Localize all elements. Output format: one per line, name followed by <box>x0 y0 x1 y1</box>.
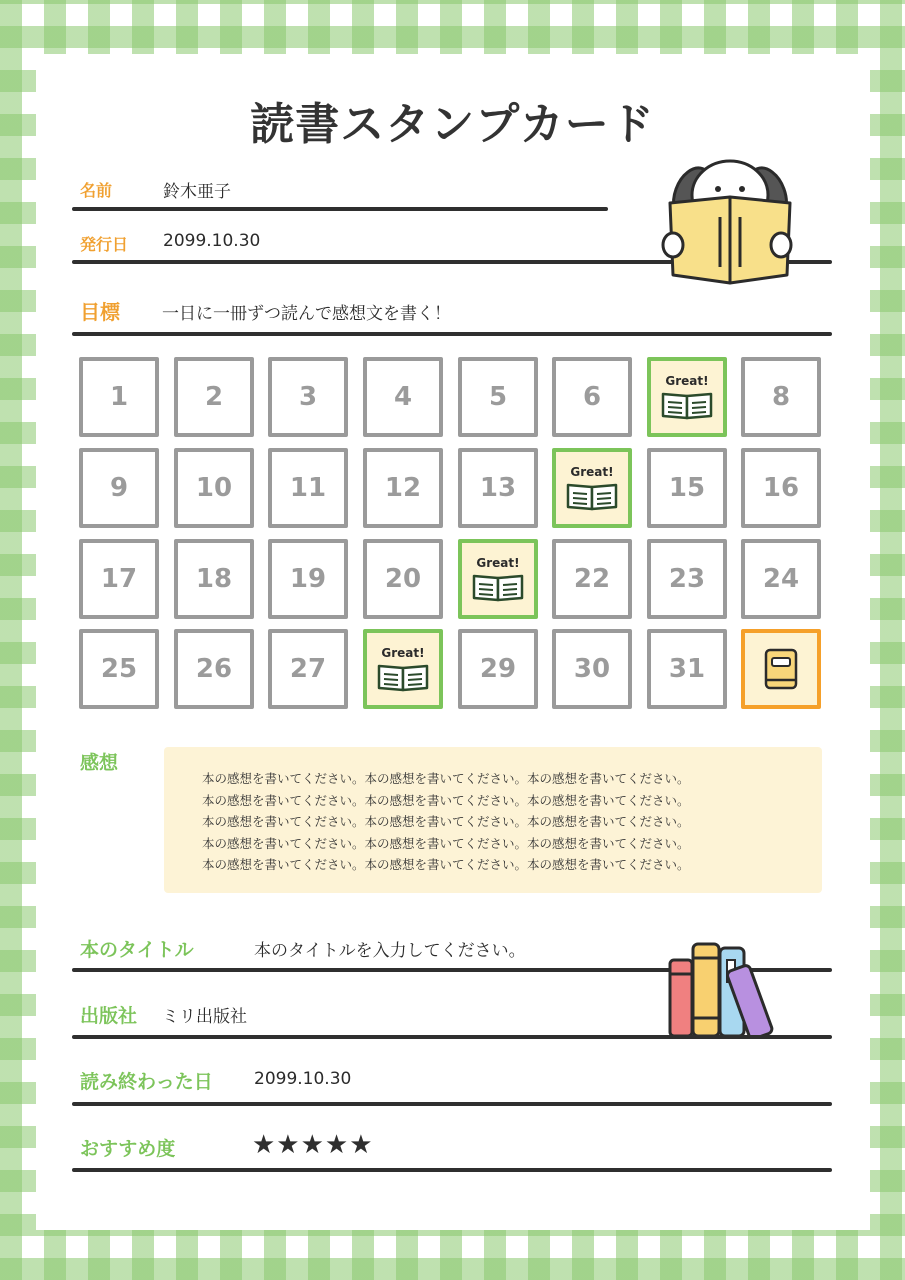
stamp-cell[interactable] <box>647 357 727 437</box>
day-number: 16 <box>762 473 800 503</box>
goal-label: 目標 <box>80 300 120 324</box>
day-number: 8 <box>771 382 791 412</box>
day-cell[interactable] <box>174 357 254 437</box>
day-cell[interactable] <box>647 539 727 619</box>
day-number: 4 <box>393 382 413 412</box>
impression-line: 本の感想を書いてください。本の感想を書いてください。本の感想を書いてください。 <box>202 857 690 873</box>
stamp-text: Great! <box>476 556 520 570</box>
open-book-icon <box>471 572 525 602</box>
day-cell[interactable] <box>552 357 632 437</box>
day-cell[interactable] <box>79 357 159 437</box>
dog-reading-icon <box>655 155 795 290</box>
impression-text <box>202 768 690 876</box>
day-number: 24 <box>762 564 800 594</box>
stamp-cell[interactable] <box>363 629 443 709</box>
issue-date-value[interactable]: 2099.10.30 <box>163 231 261 251</box>
day-number: 20 <box>384 564 422 594</box>
day-number: 1 <box>109 382 129 412</box>
day-cell[interactable] <box>363 357 443 437</box>
page-title: 読書スタンプカード <box>250 99 655 150</box>
day-number: 31 <box>668 654 706 684</box>
closed-book-icon <box>761 646 801 692</box>
day-number: 5 <box>488 382 508 412</box>
day-cell[interactable] <box>458 629 538 709</box>
day-cell[interactable] <box>458 448 538 528</box>
day-number: 23 <box>668 564 706 594</box>
impression-line: 本の感想を書いてください。本の感想を書いてください。本の感想を書いてください。 <box>202 771 690 786</box>
name-underline <box>72 207 608 211</box>
impression-line: 本の感想を書いてください。本の感想を書いてください。本の感想を書いてください。 <box>202 814 690 830</box>
day-number: 12 <box>384 473 422 503</box>
books-icon <box>664 938 804 1038</box>
day-number: 22 <box>573 564 611 594</box>
day-cell[interactable] <box>363 539 443 619</box>
day-cell[interactable] <box>552 629 632 709</box>
day-number: 17 <box>100 564 138 594</box>
day-cell[interactable] <box>174 539 254 619</box>
stamp-cell[interactable] <box>552 448 632 528</box>
name-label: 名前 <box>80 181 113 200</box>
open-book-icon <box>660 390 714 420</box>
book-title-value[interactable]: 本のタイトルを入力してください。 <box>254 941 526 961</box>
finished-date-value[interactable]: 2099.10.30 <box>254 1069 352 1089</box>
day-number: 29 <box>479 654 517 684</box>
goal-value[interactable]: 一日に一冊ずつ読んで感想文を書く！ <box>162 304 451 324</box>
day-number: 13 <box>479 473 517 503</box>
publisher-underline <box>72 1035 832 1039</box>
day-number: 6 <box>582 382 602 412</box>
day-cell[interactable] <box>268 629 348 709</box>
day-cell[interactable] <box>741 357 821 437</box>
finished-date-underline <box>72 1102 832 1106</box>
day-cell[interactable] <box>647 629 727 709</box>
day-number: 27 <box>289 654 327 684</box>
day-number: 25 <box>100 654 138 684</box>
day-cell[interactable] <box>174 629 254 709</box>
finished-date-label: 読み終わった日 <box>80 1071 213 1093</box>
day-number: 19 <box>289 564 327 594</box>
day-number: 3 <box>298 382 318 412</box>
day-cell[interactable] <box>79 539 159 619</box>
stamp-text: Great! <box>665 374 709 388</box>
day-cell[interactable] <box>79 448 159 528</box>
day-number: 11 <box>289 473 327 503</box>
day-cell[interactable] <box>174 448 254 528</box>
name-value[interactable]: 鈴木亜子 <box>163 182 231 202</box>
day-number: 15 <box>668 473 706 503</box>
recommendation-underline <box>72 1168 832 1172</box>
impression-line: 本の感想を書いてください。本の感想を書いてください。本の感想を書いてください。 <box>202 792 690 808</box>
recommendation-stars[interactable]: ★★★★★ <box>252 1130 374 1160</box>
stamp-cell[interactable] <box>458 539 538 619</box>
stamp-text: Great! <box>570 465 614 479</box>
day-number: 26 <box>195 654 233 684</box>
day-cell[interactable] <box>268 357 348 437</box>
goal-underline <box>72 332 832 336</box>
stamp-text: Great! <box>381 646 425 660</box>
issue-date-label: 発行日 <box>80 235 129 254</box>
open-book-icon <box>376 662 430 692</box>
day-cell[interactable] <box>79 629 159 709</box>
open-book-icon <box>565 481 619 511</box>
impression-line: 本の感想を書いてください。本の感想を書いてください。本の感想を書いてください。 <box>202 835 690 851</box>
day-cell[interactable] <box>741 539 821 619</box>
book-title-label: 本のタイトル <box>80 939 194 961</box>
publisher-label: 出版社 <box>80 1005 138 1027</box>
day-cell[interactable] <box>741 448 821 528</box>
day-cell[interactable] <box>363 448 443 528</box>
day-cell[interactable] <box>268 539 348 619</box>
day-cell[interactable] <box>552 539 632 619</box>
day-cell[interactable] <box>268 448 348 528</box>
today-cell[interactable] <box>741 629 821 709</box>
day-number: 10 <box>195 473 233 503</box>
impression-label: 感想 <box>80 752 119 774</box>
day-number: 2 <box>204 382 224 412</box>
day-number: 9 <box>109 473 129 503</box>
day-cell[interactable] <box>647 448 727 528</box>
day-number: 18 <box>195 564 233 594</box>
recommendation-label: おすすめ度 <box>80 1138 176 1160</box>
day-number: 30 <box>573 654 611 684</box>
publisher-value[interactable]: ミリ出版社 <box>162 1007 247 1027</box>
day-cell[interactable] <box>458 357 538 437</box>
